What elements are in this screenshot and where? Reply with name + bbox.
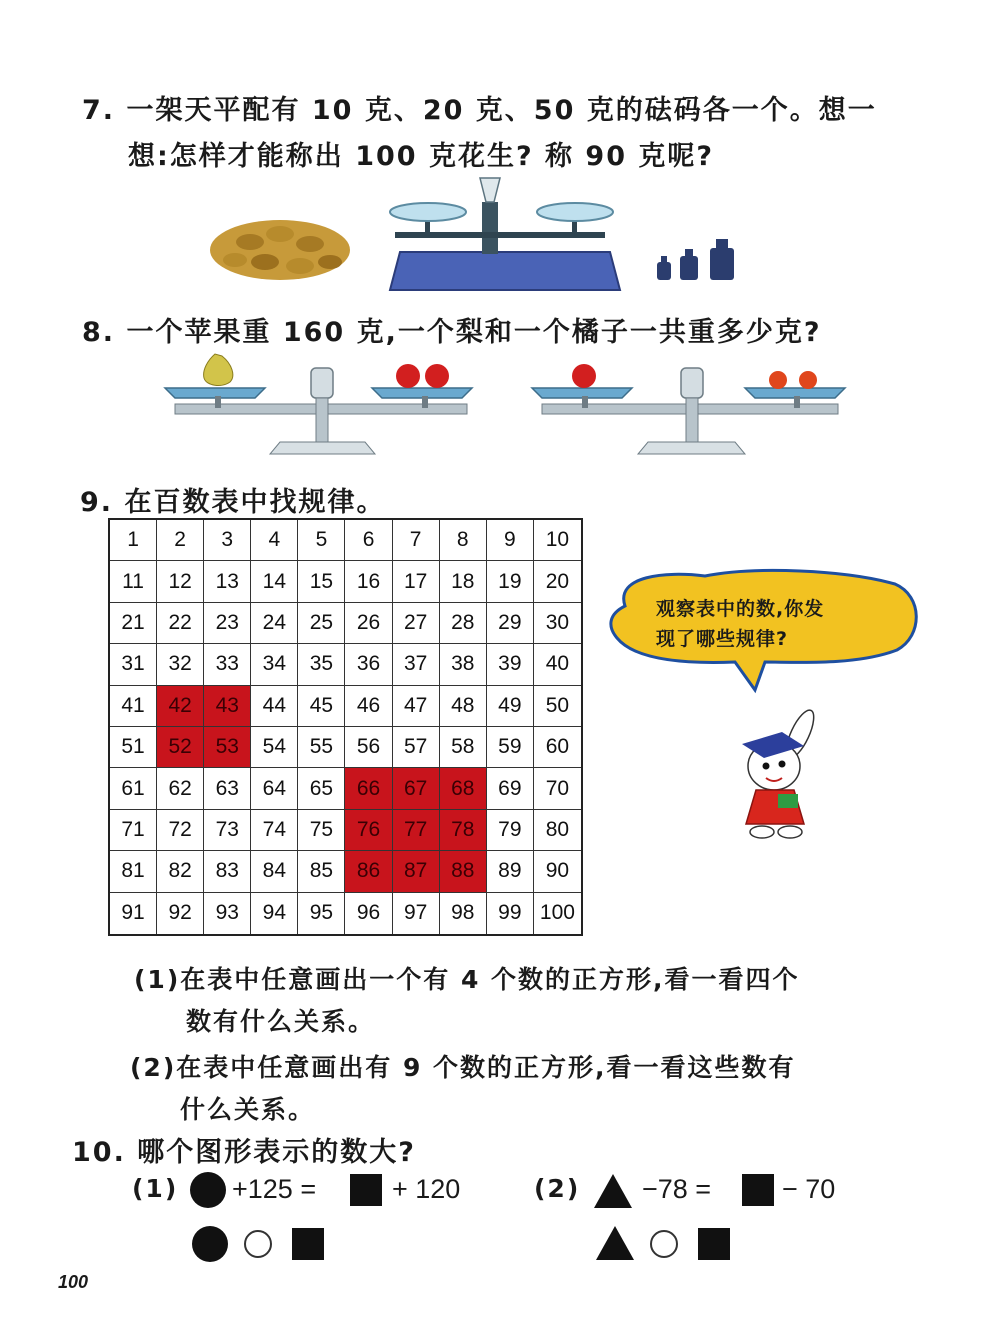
grid-cell-80: 80 [534,810,581,851]
grid-cell-79: 79 [487,810,534,851]
grid-cell-10: 10 [534,520,581,561]
grid-cell-82: 82 [157,851,204,892]
q9-sub1-line2: 数有什么关系。 [186,1007,376,1036]
speech-line1: 观察表中的数,你发 [656,598,825,620]
grid-cell-96: 96 [345,893,392,934]
grid-cell-70: 70 [534,768,581,809]
grid-cell-21: 21 [110,603,157,644]
grid-cell-22: 22 [157,603,204,644]
grid-cell-100: 100 [539,901,575,925]
q10-p2-eq-a: −78 = [642,1174,712,1204]
grid-cell-50: 50 [534,686,581,727]
grid-cell-13: 13 [204,561,251,602]
grid-cell-31: 31 [110,644,157,685]
grid-cell-44: 44 [251,686,298,727]
grid-cell-67: 67 [393,768,440,809]
grid-cell-15: 15 [298,561,345,602]
grid-cell-52: 52 [157,727,204,768]
hundred-chart [108,518,583,936]
square-shape-icon-2 [742,1174,774,1206]
grid-cell-95: 95 [298,893,345,934]
compare-circle-icon [192,1226,228,1262]
q9-title: 9. 在百数表中找规律。 [80,487,386,518]
q10-p2-eq-b: − 70 [782,1174,836,1204]
compare-blank-circle[interactable] [244,1230,272,1258]
grid-cell-42: 42 [157,686,204,727]
grid-cell-86: 86 [345,851,392,892]
grid-cell-33: 33 [204,644,251,685]
grid-cell-39: 39 [487,644,534,685]
grid-cell-98: 98 [440,893,487,934]
grid-cell-38: 38 [440,644,487,685]
circle-shape-icon [190,1172,226,1208]
grid-cell-57: 57 [393,727,440,768]
grid-cell-46: 46 [345,686,392,727]
balance-icon [390,178,620,290]
grid-cell-51: 51 [110,727,157,768]
grid-cell-69: 69 [487,768,534,809]
grid-cell-24: 24 [251,603,298,644]
pear-apples-balance-icon [165,354,472,454]
grid-cell-60: 60 [534,727,581,768]
grid-cell-58: 58 [440,727,487,768]
compare-square-icon [292,1228,324,1260]
q7-line2: 想:怎样才能称出 100 克花生? 称 90 克呢? [128,141,715,172]
grid-cell-11: 11 [110,561,157,602]
grid-cell-77: 77 [393,810,440,851]
grid-cell-26: 26 [345,603,392,644]
grid-cell-45: 45 [298,686,345,727]
grid-cell-6: 6 [345,520,392,561]
grid-cell-3: 3 [204,520,251,561]
grid-cell-14: 14 [251,561,298,602]
grid-cell-88: 88 [440,851,487,892]
grid-cell-71: 71 [110,810,157,851]
grid-cell-63: 63 [204,768,251,809]
grid-cell-19: 19 [487,561,534,602]
grid-cell-23: 23 [204,603,251,644]
grid-cell-85: 85 [298,851,345,892]
q8-text: 8. 一个苹果重 160 克,一个梨和一个橘子一共重多少克? [82,317,822,348]
grid-cell-4: 4 [251,520,298,561]
grid-cell-40: 40 [534,644,581,685]
grid-cell-1: 1 [110,520,157,561]
grid-cell-36: 36 [345,644,392,685]
speech-line2: 现了哪些规律? [656,628,789,650]
grid-cell-17: 17 [393,561,440,602]
grid-cell-37: 37 [393,644,440,685]
q10-p1-eq-b: + 120 [392,1174,461,1204]
grid-cell-47: 47 [393,686,440,727]
grid-cell-76: 76 [345,810,392,851]
grid-cell-7: 7 [393,520,440,561]
grid-cell-90: 90 [534,851,581,892]
grid-cell-48: 48 [440,686,487,727]
balance-scale-illustration [200,172,760,294]
grid-cell-35: 35 [298,644,345,685]
grid-cell-54: 54 [251,727,298,768]
compare-square-icon-2 [698,1228,730,1260]
q10-title: 10. 哪个图形表示的数大? [72,1137,416,1168]
page-number: 100 [58,1272,89,1292]
grid-cell-78: 78 [440,810,487,851]
grid-cell-61: 61 [110,768,157,809]
grid-cell-91: 91 [110,893,157,934]
grid-cell-83: 83 [204,851,251,892]
grid-cell-73: 73 [204,810,251,851]
grid-cell-43: 43 [204,686,251,727]
compare-blank-circle-2[interactable] [650,1230,678,1258]
grid-cell-84: 84 [251,851,298,892]
q9-sub2-line1: (2)在表中任意画出有 9 个数的正方形,看一看这些数有 [130,1053,796,1082]
grid-cell-87: 87 [393,851,440,892]
grid-cell-72: 72 [157,810,204,851]
peanuts-icon [210,220,350,280]
grid-cell-49: 49 [487,686,534,727]
square-shape-icon [350,1174,382,1206]
grid-cell-55: 55 [298,727,345,768]
grid-cell-64: 64 [251,768,298,809]
grid-cell-75: 75 [298,810,345,851]
grid-cell-41: 41 [110,686,157,727]
grid-cell-2: 2 [157,520,204,561]
grid-cell-28: 28 [440,603,487,644]
grid-cell-25: 25 [298,603,345,644]
compare-triangle-icon [594,1224,636,1262]
q9-sub1-line1: (1)在表中任意画出一个有 4 个数的正方形,看一看四个 [134,965,800,994]
grid-cell-8: 8 [440,520,487,561]
q9-sub2-line2: 什么关系。 [180,1095,316,1124]
q10-p1-eq-a: +125 = [232,1174,317,1204]
grid-cell-74: 74 [251,810,298,851]
grid-cell-62: 62 [157,768,204,809]
grid-cell-34: 34 [251,644,298,685]
grid-cell-30: 30 [534,603,581,644]
grid-cell-32: 32 [157,644,204,685]
grid-cell-12: 12 [157,561,204,602]
grid-cell-29: 29 [487,603,534,644]
grid-cell-20: 20 [534,561,581,602]
grid-cell-27: 27 [393,603,440,644]
grid-cell-16: 16 [345,561,392,602]
grid-cell-94: 94 [251,893,298,934]
q10-p1-label: (1) [132,1174,179,1203]
grid-cell-93: 93 [204,893,251,934]
grid-cell-81: 81 [110,851,157,892]
grid-cell-99: 99 [487,893,534,934]
triangle-shape-icon [592,1172,634,1210]
grid-cell-89: 89 [487,851,534,892]
fruit-balances-illustration [160,346,860,458]
grid-cell-53: 53 [204,727,251,768]
grid-cell-68: 68 [440,768,487,809]
grid-cell-97: 97 [393,893,440,934]
grid-cell-9: 9 [487,520,534,561]
grid-cell-66: 66 [345,768,392,809]
grid-cell-56: 56 [345,727,392,768]
grid-cell-65: 65 [298,768,345,809]
apple-oranges-balance-icon [532,364,845,454]
grid-cell-5: 5 [298,520,345,561]
grid-cell-18: 18 [440,561,487,602]
weights-icon [657,239,734,280]
grid-cell-92: 92 [157,893,204,934]
grid-cell-59: 59 [487,727,534,768]
rabbit-mascot-icon [722,706,837,841]
q7-line1: 7. 一架天平配有 10 克、20 克、50 克的砝码各一个。想一 [82,95,877,126]
q10-p2-label: (2) [534,1174,581,1203]
